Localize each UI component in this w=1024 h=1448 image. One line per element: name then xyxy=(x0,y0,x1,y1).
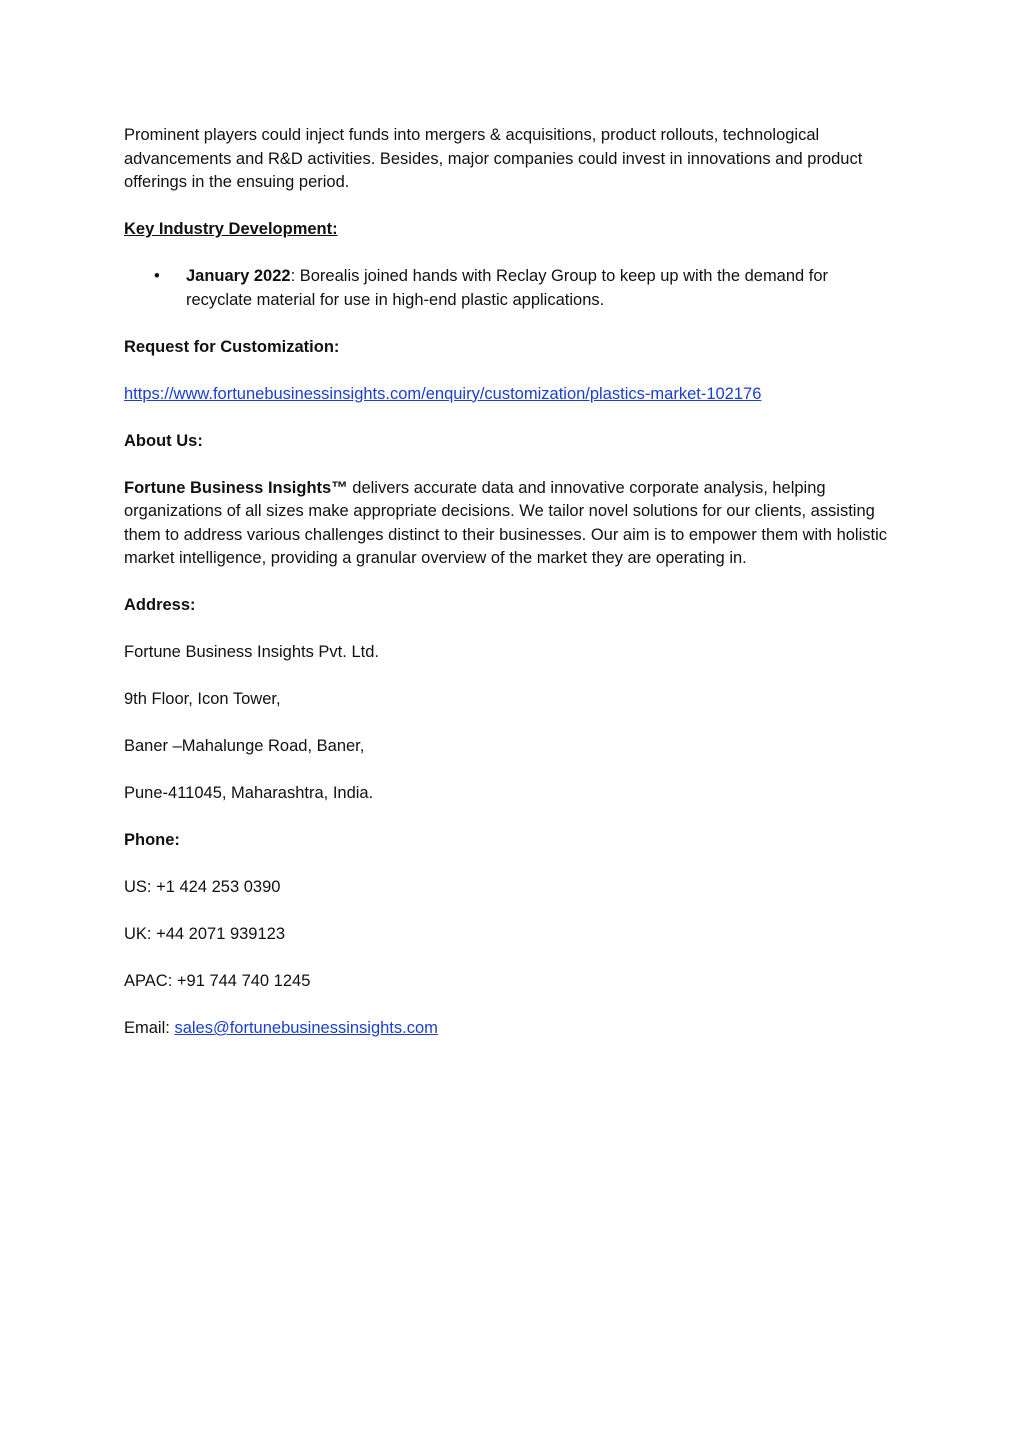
email-link[interactable]: sales@fortunebusinessinsights.com xyxy=(174,1019,438,1037)
address-line-company: Fortune Business Insights Pvt. Ltd. xyxy=(124,643,379,661)
about-heading: About Us: xyxy=(124,431,203,450)
address-line-city: Pune-411045, Maharashtra, India. xyxy=(124,784,374,802)
document-page xyxy=(124,124,914,1064)
address-line-road: Baner –Mahalunge Road, Baner, xyxy=(124,737,365,755)
phone-heading: Phone: xyxy=(124,831,180,849)
about-paragraph xyxy=(124,477,914,571)
phone-apac: APAC: +91 744 740 1245 xyxy=(124,972,311,990)
key-development-heading: Key Industry Development: xyxy=(124,220,338,238)
phone-uk: UK: +44 2071 939123 xyxy=(124,925,286,943)
customization-heading: Request for Customization: xyxy=(124,337,340,356)
phone-us: US: +1 424 253 0390 xyxy=(124,878,281,896)
bullet-icon: • xyxy=(154,267,160,285)
key-development-date: January 2022 xyxy=(186,267,291,285)
intro-paragraph: Prominent players could inject funds into mergers & acquisitions, product rollouts, technological advancements and R&D activities. Besides, major companies could invest in innovations and product offerings in the ensuing period. xyxy=(124,126,863,191)
key-development-description: : Borealis joined hands with Reclay Group to keep up with the demand for recyclate material for use in high-end plastic applications. xyxy=(186,267,829,309)
customization-link-paragraph xyxy=(124,383,914,407)
address-line-floor: 9th Floor, Icon Tower, xyxy=(124,690,281,708)
key-development-item xyxy=(124,265,914,312)
about-text: delivers accurate data and innovative corporate analysis, helping organizations of all sizes make appropriate decisions. We tailor novel solutions for our clients, assisting them to address various challenges distinct to their businesses. Our aim is to empower them with holistic market intelligence, providing a granular overview of the market they are operating in. xyxy=(124,478,888,567)
about-company-name: Fortune Business Insights™ xyxy=(124,478,348,497)
address-heading: Address: xyxy=(124,596,196,614)
email-line xyxy=(124,1017,914,1041)
email-label: Email: xyxy=(124,1019,175,1037)
key-development-item-text xyxy=(186,265,914,312)
customization-link[interactable]: https://www.fortunebusinessinsights.com/enquiry/customization/plastics-market-102176 xyxy=(124,384,762,403)
